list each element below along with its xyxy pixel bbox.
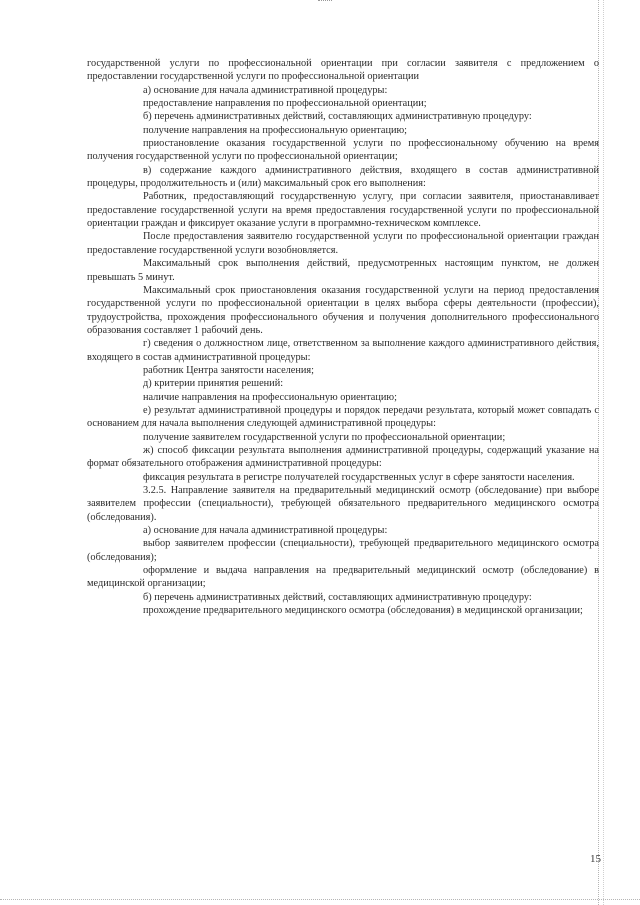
paragraph: а) основание для начала административной процедуры: [143,525,388,537]
paragraph: 3.2.5. Направление заявителя на предварительный медицинский осмотр (обследование) при выборе заявителем профессии (специальности), требующей обязательного предварительного медицинского осмотра (обследования). [87,485,599,523]
paragraph: работник Центра занятости населения; [143,364,314,376]
paragraph: получение заявителем государственной услуги по профессиональной ориентации; [143,431,506,443]
paragraph: б) перечень административных действий, составляющих административную процедуру: [143,591,532,603]
paragraph: а) основание для начала административной процедуры: [143,84,388,96]
paragraph: прохождение предварительного медицинского осмотра (обследования) в медицинской организации; [143,605,583,617]
page-number: 15 [590,853,601,865]
paragraph: получение направления на профессиональную ориентацию; [143,124,408,136]
paragraph: ж) способ фиксации результата выполнения административной процедуры, содержащий указание на формат обязательного отображения административной процедуры: [87,444,599,470]
paragraph: приостановление оказания государственной услуги по профессиональному обучению на время получения государственной услуги по профессиональной ориентации; [87,138,599,163]
paragraph: д) критерии принятия решений: [143,378,284,390]
scan-top-mark [318,0,332,4]
paragraph: фиксация результата в регистре получателей государственных услуг в сфере занятости населения. [143,471,575,483]
paragraph: е) результат административной процедуры и порядок передачи результата, который может совпадать с основанием для начала выполнения следующей административной процедуры: [87,404,599,430]
scan-bottom-edge [0,899,640,900]
paragraph: в) содержание каждого административного действия, входящего в состав административной процедуры, продолжительность и (или) максимальный срок его выполнения: [87,164,599,190]
paragraph: выбор заявителем профессии (специальности), требующей предварительного медицинского осмотра (обследования); [87,538,599,563]
paragraph: Работник, предоставляющий государственную услугу, при согласии заявителя, приостанавливает предоставление государственной услуги на время предоставления государственной услуги по профессиональной ориентации граждан и фиксирует оказание услуги в программно-техническом комплексе. [87,191,599,230]
paragraph: государственной услуги по профессиональной ориентации при согласии заявителя с предложением о предоставлении государственной услуги по профессиональной ориентации [87,58,599,83]
paragraph: Максимальный срок приостановления оказания государственной услуги на период предоставления государственной услуги по профессиональной ориентации в целях выбора сферы деятельности (профессии), трудоустройства, прохождения профессионального обучения и получения дополнительного профессионального образования составляет 1 рабочий день. [87,284,599,336]
paragraph: б) перечень административных действий, составляющих административную процедуру: [143,111,532,123]
document-body [87,57,599,617]
scan-right-edge-inner [603,0,604,905]
paragraph: После предоставления заявителю государственной услуги по профессиональной ориентации граждан предоставление государственной услуги возобновляется. [87,231,599,256]
paragraph: наличие направления на профессиональную ориентацию; [143,391,397,403]
paragraph: г) сведения о должностном лице, ответственном за выполнение каждого административного действия, входящего в состав административной процедуры: [87,338,599,363]
paragraph: оформление и выдача направления на предварительный медицинский осмотр (обследование) в медицинской организации; [87,565,599,590]
paragraph: Максимальный срок выполнения действий, предусмотренных настоящим пунктом, не должен превышать 5 минут. [87,258,599,283]
paragraph: предоставление направления по профессиональной ориентации; [143,98,427,110]
